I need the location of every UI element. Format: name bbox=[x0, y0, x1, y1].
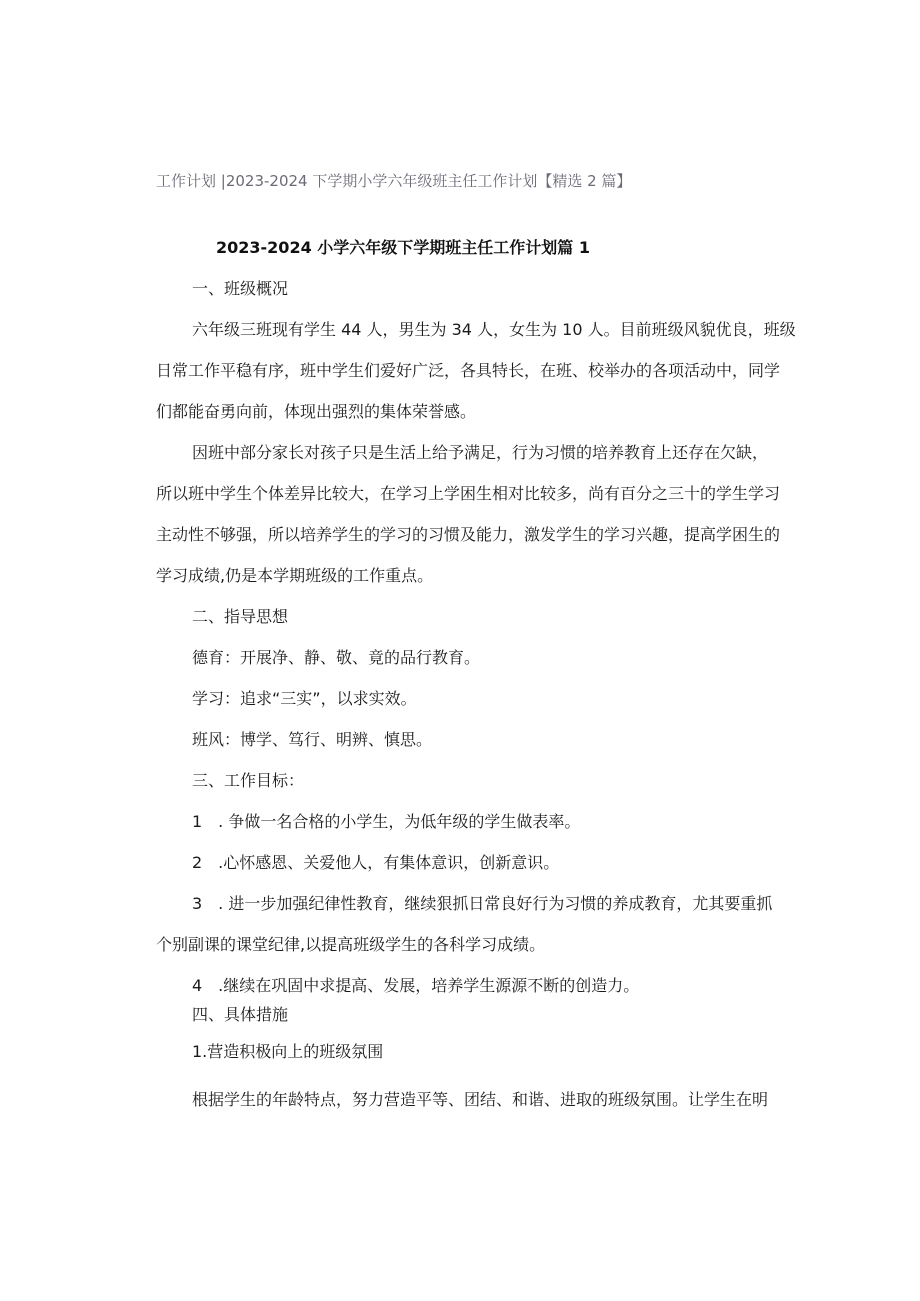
list-item: 2 .心怀感恩、关爱他人，有集体意识，创新意识。 bbox=[192, 853, 560, 872]
paragraph-line: 们都能奋勇向前，体现出强烈的集体荣誉感。 bbox=[156, 402, 477, 421]
section-heading-3: 三、工作目标： bbox=[192, 771, 305, 790]
section-heading-2: 二、指导思想 bbox=[192, 607, 289, 626]
list-item: 个别副课的课堂纪律,以提高班级学生的各科学习成绩。 bbox=[156, 935, 546, 954]
list-item: 3 . 进一步加强纪律性教育，继续狠抓日常良好行为习惯的养成教育，尤其要重抓 bbox=[192, 894, 773, 913]
paragraph-line: 所以班中学生个体差异比较大，在学习上学困生相对比较多，尚有百分之三十的学生学习 bbox=[156, 484, 781, 503]
paragraph-line: 日常工作平稳有序，班中学生们爱好广泛，各具特长，在班、校举办的各项活动中，同学 bbox=[156, 361, 781, 380]
paragraph-line: 主动性不够强，所以培养学生的学习的习惯及能力，激发学生的学习兴趣，提高学困生的 bbox=[156, 525, 781, 544]
paragraph-line: 根据学生的年龄特点，努力营造平等、团结、和谐、进取的班级氛围。让学生在明 bbox=[192, 1090, 769, 1109]
sub-heading: 1.营造积极向上的班级氛围 bbox=[192, 1042, 384, 1061]
paragraph-line: 六年级三班现有学生 44 人，男生为 34 人，女生为 10 人。目前班级风貌优良，班级 bbox=[192, 320, 796, 339]
paragraph-line: 学习成绩,仍是本学期班级的工作重点。 bbox=[156, 566, 434, 585]
list-item: 班风：博学、笃行、明辨、慎思。 bbox=[192, 730, 433, 749]
header-title: 工作计划 |2023-2024 下学期小学六年级班主任工作计划【精选 2 篇】 bbox=[156, 172, 632, 190]
section-heading-4: 四、具体措施 bbox=[192, 1005, 289, 1024]
list-item: 德育：开展净、静、敬、竟的品行教育。 bbox=[192, 648, 481, 667]
paragraph-line: 因班中部分家长对孩子只是生活上给予满足，行为习惯的培养教育上还存在欠缺， bbox=[192, 443, 769, 462]
list-item: 1 . 争做一名合格的小学生，为低年级的学生做表率。 bbox=[192, 812, 581, 831]
list-item: 4 .继续在巩固中求提高、发展，培养学生源源不断的创造力。 bbox=[192, 976, 640, 995]
document-title: 2023-2024 小学六年级下学期班主任工作计划篇 1 bbox=[216, 238, 590, 257]
section-heading-1: 一、班级概况 bbox=[192, 279, 289, 298]
list-item: 学习：追求“三实”，以求实效。 bbox=[192, 689, 417, 708]
